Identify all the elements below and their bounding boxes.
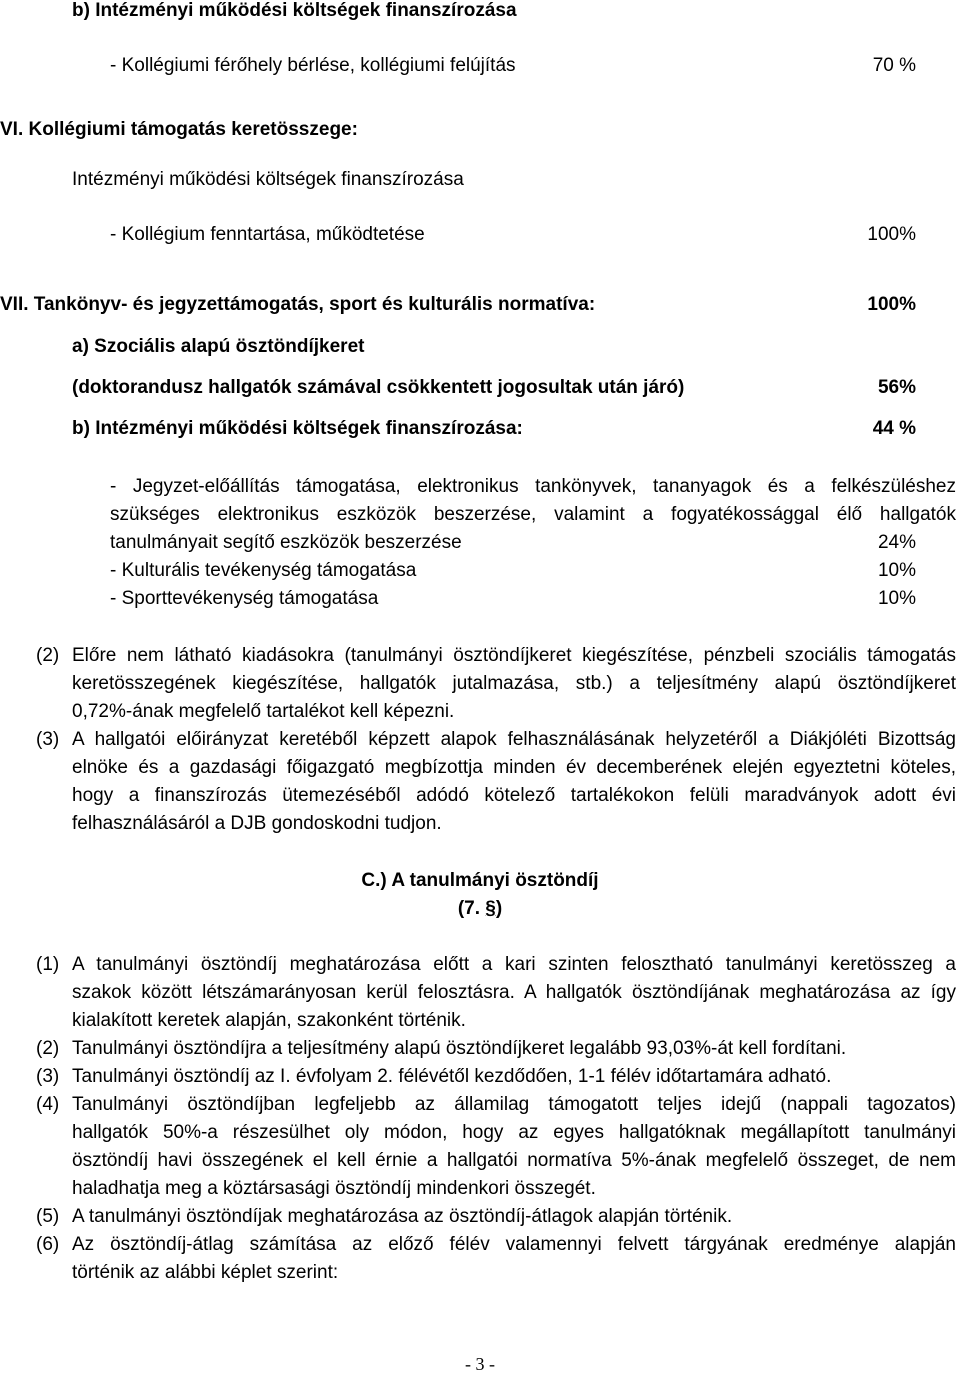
paragraph-number: (5): [36, 1206, 60, 1227]
paragraph-line: Az ösztöndíj-átlag számítása az előző félév valamennyi felvett tárgyának eredménye alapján: [72, 1234, 956, 1255]
section-vii-value: 100%: [867, 294, 916, 315]
section-vii-title: VII. Tankönyv- és jegyzettámogatás, sport és kulturális normatíva:: [0, 294, 596, 315]
paragraph-number: (1): [36, 954, 60, 975]
paragraph-line: Tanulmányi ösztöndíjra a teljesítmény alapú ösztöndíjkeret legalább 93,03%-át kell fordítani.: [72, 1038, 847, 1059]
paragraph-line: haladhatja meg a köztársasági ösztöndíj mindenkori összegét.: [72, 1178, 596, 1199]
paragraph-number: (6): [36, 1234, 60, 1255]
budget-item-row: [110, 224, 916, 247]
budget-item-label: - Kollégium fenntartása, működtetése: [110, 224, 425, 245]
paragraph-ref-prefix: (7.: [457, 898, 486, 919]
section-vii-b-value: 44 %: [872, 418, 916, 439]
section-vi-title: VI. Kollégiumi támogatás keretösszege:: [0, 119, 358, 140]
paragraph-line: Tanulmányi ösztöndíj az I. évfolyam 2. félévétől kezdődően, 1-1 félév időtartamára adható.: [72, 1066, 832, 1087]
paragraph-line: hallgatók 50%-a részesülhet oly módon, hogy az egyes hallgatóknak megállapított tanulmányi: [72, 1122, 956, 1143]
section-vii-a-detail: (doktorandusz hallgatók számával csökkentett jogosultak után járó): [72, 377, 685, 398]
list-item-value: 10%: [877, 560, 916, 581]
section-vii-a-row: [72, 377, 916, 400]
paragraph-number: (3): [36, 1066, 60, 1087]
paragraph-line: történik az alábbi képlet szerint:: [72, 1262, 339, 1283]
page-number: - 3 -: [465, 1354, 495, 1374]
section-vii-b-row: [72, 418, 916, 441]
section-vii-a-value: 56%: [877, 377, 916, 398]
paragraph-line: elnöke és a gazdasági főigazgató megbízottja minden év decemberének elején egyeztetni köteles,: [72, 757, 956, 778]
list-item-label: - Sporttevékenység támogatása: [110, 588, 379, 609]
paragraph-line: 0,72%-ának megfelelő tartalékot kell képezni.: [72, 701, 455, 722]
section-c-paragraph-ref: [0, 898, 960, 921]
paragraph-line: ösztöndíj havi összegének el kell érnie a hallgatói normatíva 5%-ának megfelelő összeget, de nem: [72, 1150, 956, 1171]
list-item-row: [110, 560, 916, 583]
section-vii-title-row: [0, 294, 916, 317]
paragraph-line: Előre nem látható kiadásokra (tanulmányi ösztöndíjkeret kiegészítése, pénzbeli szociális támogatás: [72, 645, 956, 666]
list-item-value: 10%: [877, 588, 916, 609]
list-item: - Jegyzet-előállítás támogatása, elektronikus tankönyvek, tananyagok és a felkészüléshez: [110, 476, 956, 497]
list-item-continued: szükséges elektronikus eszközök beszerzése, valamint a fogyatékossággal élő hallgatók: [110, 504, 956, 525]
budget-item-value: 70 %: [872, 55, 916, 76]
list-item-label: - Kulturális tevékenység támogatása: [110, 560, 417, 581]
paragraph-line: keretösszegének kiegészítése, hallgatók jutalmazása, stb.) a teljesítmény alapú ösztöndíjkeret: [72, 673, 956, 694]
section-vii-a-heading: a) Szociális alapú ösztöndíjkeret: [72, 336, 365, 357]
paragraph-line: A tanulmányi ösztöndíjak meghatározása az ösztöndíj-átlagok alapján történik.: [72, 1206, 733, 1227]
paragraph-number: (3): [36, 729, 60, 750]
paragraph-line: kialakított keretek alapján, szakonként történik.: [72, 1010, 466, 1031]
list-item-row: [110, 532, 916, 555]
paragraph-line: hogy a finanszírozás ütemezéséből adódó kötelező tartalékokon felüli maradványok adott évi: [72, 785, 956, 806]
section-vi-subtitle: Intézményi működési költségek finanszírozása: [72, 169, 464, 190]
paragraph-sign: §: [485, 898, 496, 919]
paragraph-number: (4): [36, 1094, 60, 1115]
budget-item-row: [110, 55, 916, 78]
paragraph-line: Tanulmányi ösztöndíjban legfeljebb az államilag támogatott teljes idejű (nappali tagozatos): [72, 1094, 956, 1115]
paragraph-number: (2): [36, 645, 60, 666]
paragraph-ref-suffix: ): [495, 898, 503, 919]
list-item-value: 24%: [877, 532, 916, 553]
budget-item-label: - Kollégiumi férőhely bérlése, kollégiumi felújítás: [110, 55, 516, 76]
list-item-row: [110, 588, 916, 611]
paragraph-number: (2): [36, 1038, 60, 1059]
paragraph-line: szakok között létszámarányosan kerül felosztásra. A hallgatók ösztöndíjának meghatározása az így: [72, 982, 956, 1003]
paragraph-line: felhasználásáról a DJB gondoskodni tudjon.: [72, 813, 442, 834]
section-vii-b-heading: b) Intézményi működési költségek finanszírozása:: [72, 418, 523, 439]
paragraph-line: A hallgatói előirányzat keretéből képzett alapok felhasználásának helyzetéről a Diákjóléti Bizottság: [72, 729, 956, 750]
list-item-label: tanulmányait segítő eszközök beszerzése: [110, 532, 462, 553]
paragraph-line: A tanulmányi ösztöndíj meghatározása előtt a kari szinten felosztható tanulmányi keretösszeg a: [72, 954, 956, 975]
section-c-title: C.) A tanulmányi ösztöndíj: [361, 870, 599, 891]
section-heading: b) Intézményi működési költségek finanszírozása: [72, 0, 517, 21]
budget-item-value: 100%: [867, 224, 916, 245]
